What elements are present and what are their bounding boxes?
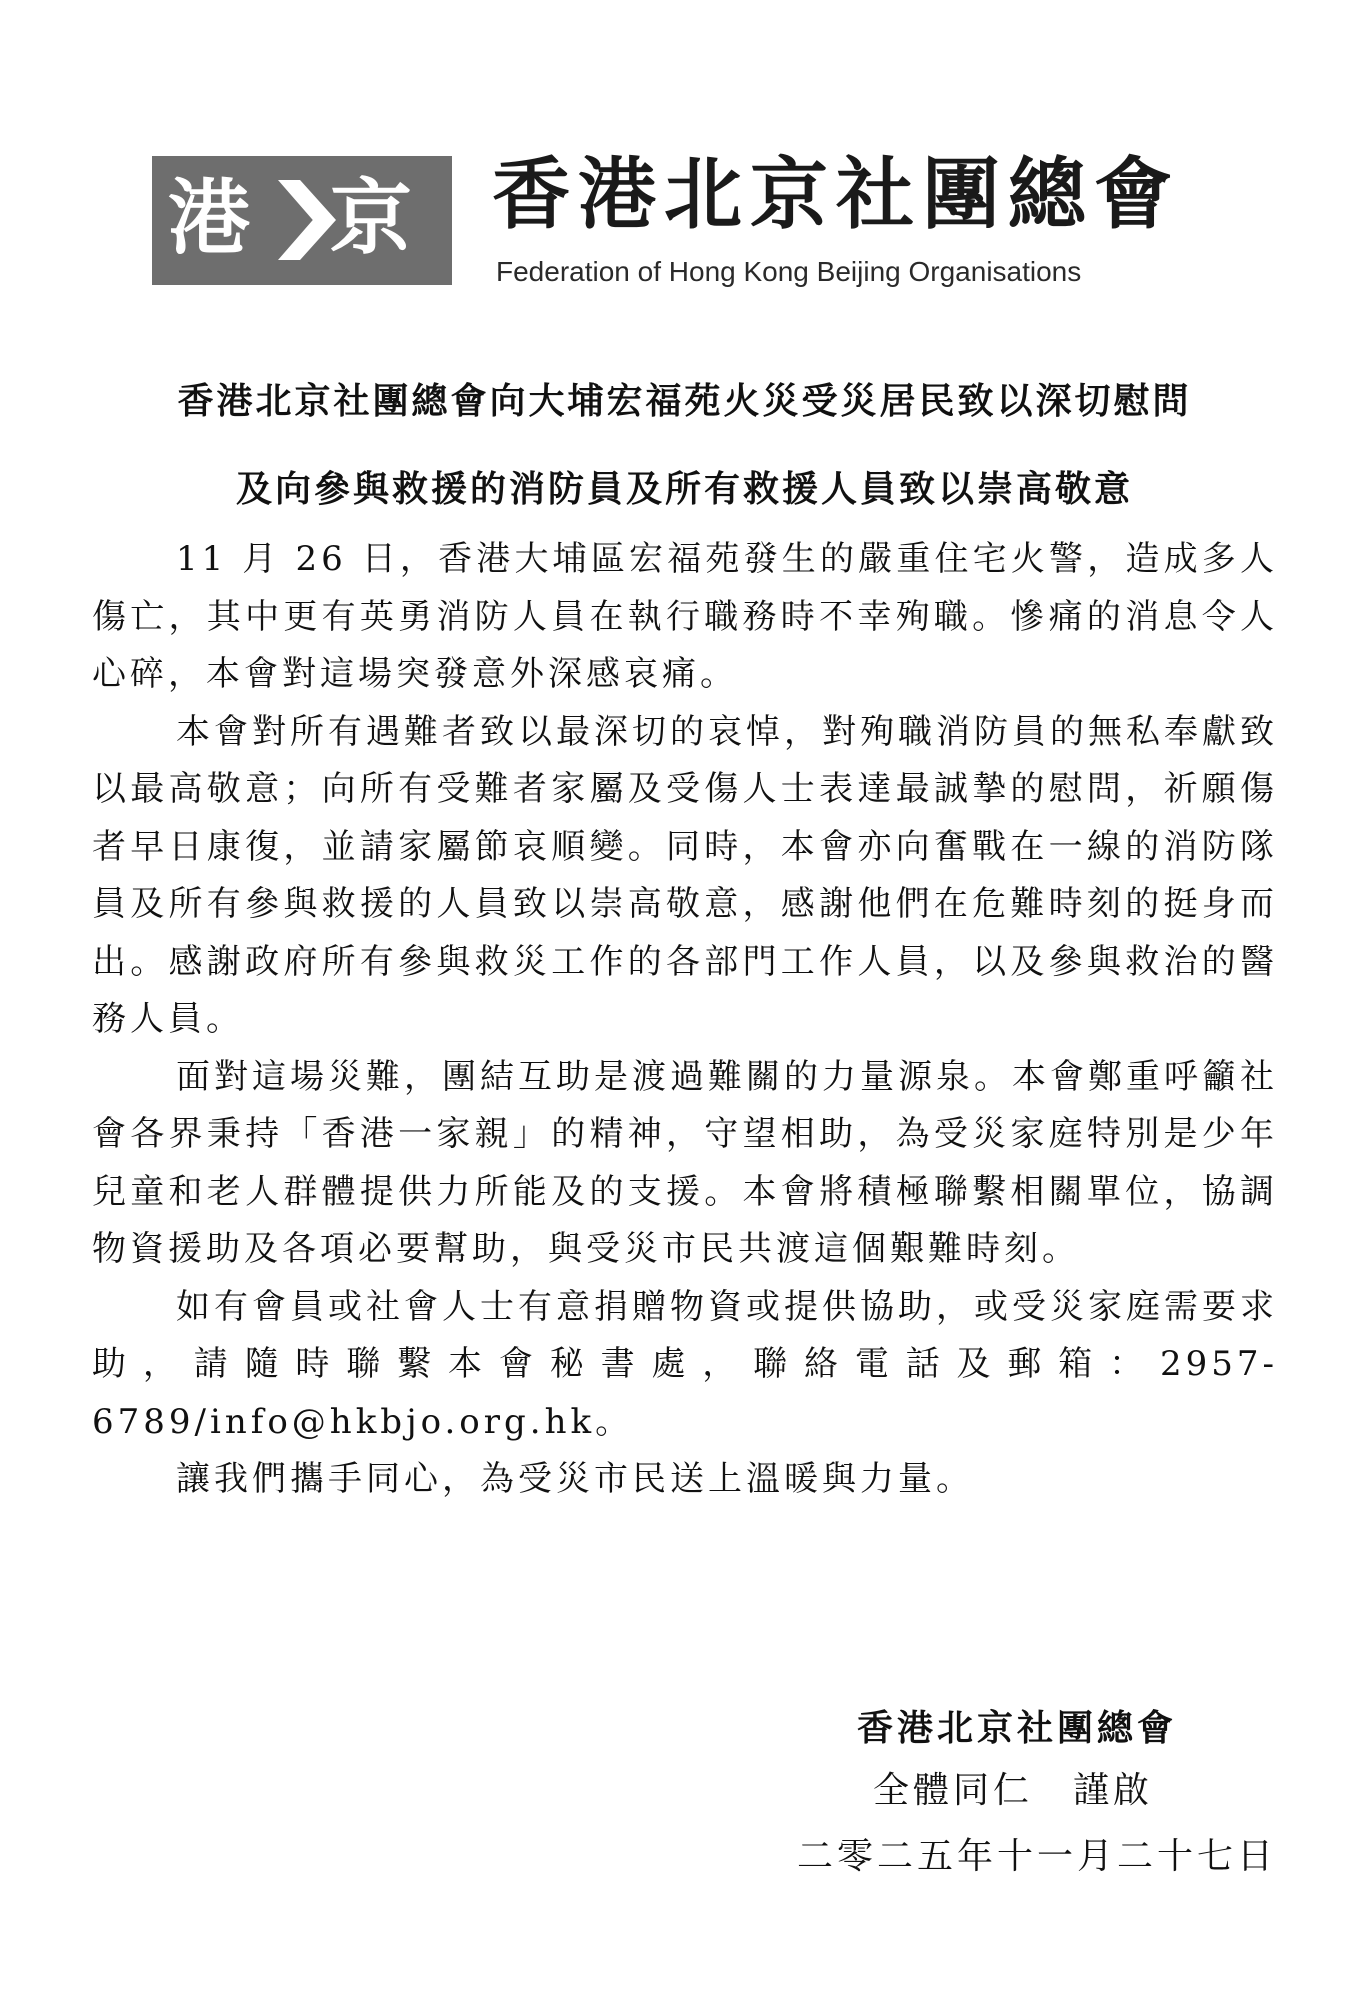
signature-staff: 全體同仁 謹啟 — [872, 1770, 1153, 1811]
letter-title-line-1: 香港北京社團總會向大埔宏福苑火災受災居民致以深切慰問 — [177, 380, 1192, 422]
logo-mark-right: 京 — [330, 171, 413, 266]
signature-organisation: 香港北京社團總會 — [856, 1707, 1177, 1749]
body-paragraph-2: 本會對所有遇難者致以最深切的哀悼，對殉職消防員的無私奉獻致以最高敬意；向所有受難者家屬及受傷人士表達最誠摯的慰問，祈願傷者早日康復，並請家屬節哀順變。同時，本會亦向奮戰在一線的消防隊員及所有參與救援的人員致以崇高敬意，感謝他們在危難時刻的挺身而出。感謝政府所有參與救災工作的各部門工作人員，以及參與救治的醫務人員。 — [92, 711, 1278, 1039]
body-paragraph-1: 11 月 26 日，香港大埔區宏福苑發生的嚴重住宅火警，造成多人傷亡，其中更有英勇消防人員在執行職務時不幸殉職。慘痛的消息令人心碎，本會對這場突發意外深感哀痛。 — [92, 539, 1278, 694]
signature-date: 二零二五年十一月二十七日 — [796, 1836, 1277, 1877]
body-paragraph-4: 如有會員或社會人士有意捐贈物資或提供協助，或受災家庭需要求助，請隨時聯繫本會秘書處，聯絡電話及郵箱：2957-6789/info@hkbjo.org.hk。 — [92, 1286, 1278, 1442]
logo-chinese-name: 香港北京社團總會 — [492, 149, 1181, 240]
logo-mark-left: 港 — [168, 171, 251, 266]
logo-chevron-icon — [278, 180, 336, 260]
body-paragraph-3: 面對這場災難，團結互助是渡過難關的力量源泉。本會鄭重呼籲社會各界秉持「香港一家親」的精神，守望相助，為受災家庭特別是少年兒童和老人群體提供力所能及的支援。本會將積極聯繫相關單位，協調物資援助及各項必要幫助，與受災市民共渡這個艱難時刻。 — [92, 1056, 1278, 1269]
logo-english-name: Federation of Hong Kong Beijing Organisations — [496, 256, 1082, 287]
organisation-logo — [152, 149, 1192, 287]
logo-mark — [152, 156, 452, 285]
letter-title-line-2: 及向參與救援的消防員及所有救援人員致以崇高敬意 — [235, 468, 1133, 510]
letter-body — [92, 531, 1278, 1509]
body-paragraph-5: 讓我們攜手同心，為受災市民送上溫暖與力量。 — [176, 1459, 974, 1499]
